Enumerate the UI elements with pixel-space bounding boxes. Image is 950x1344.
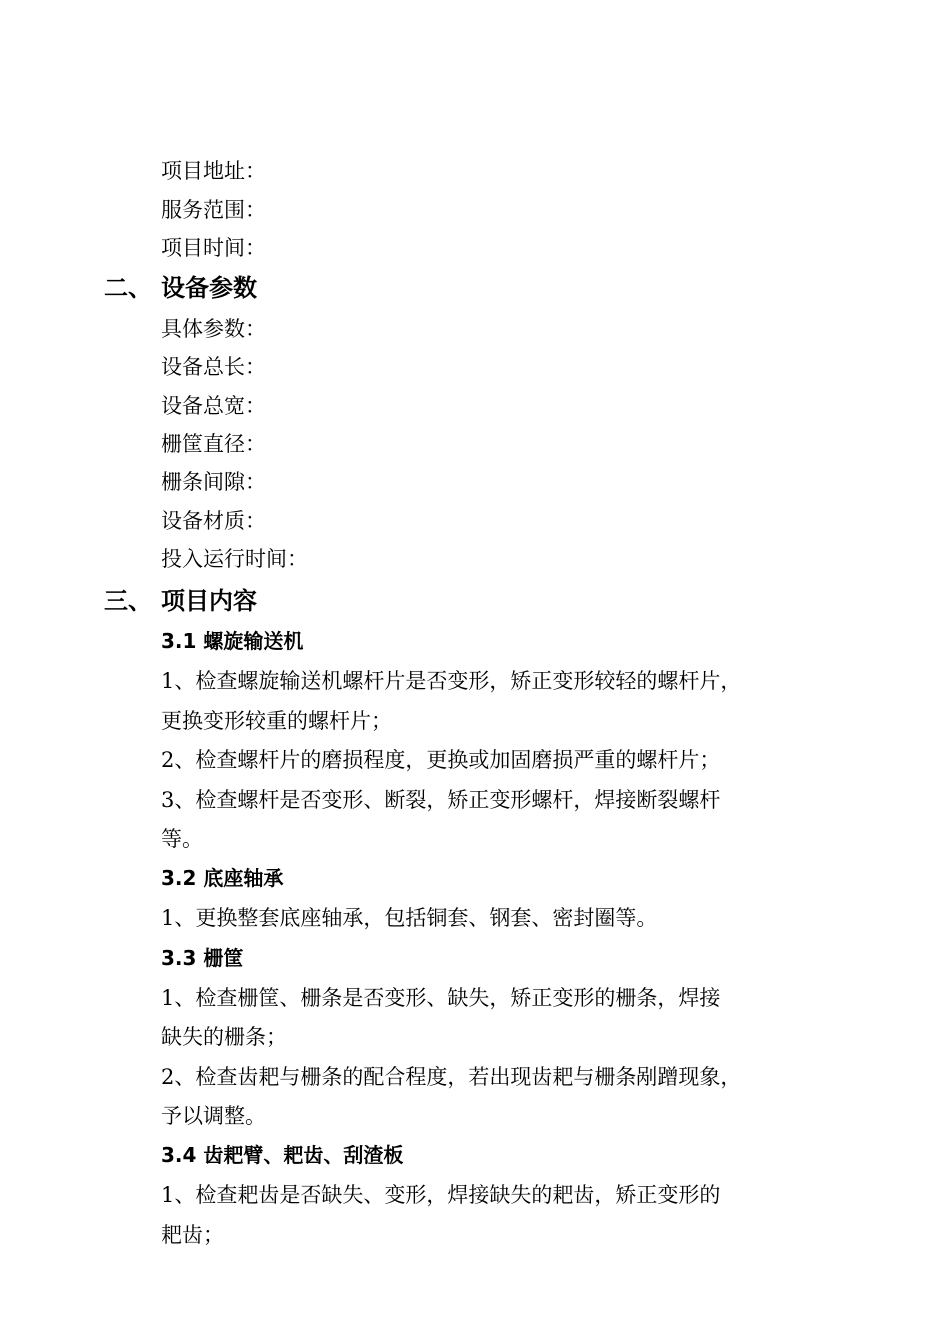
project-time-label: 项目时间：	[161, 236, 266, 260]
section-3-title: 项目内容	[161, 587, 257, 615]
body-line: 1、更换整套底座轴承，包括铜套、钢套、密封圈等。	[161, 906, 658, 930]
subsection-3-4-title: 3.4 齿耙臂、耙齿、刮渣板	[161, 1143, 404, 1167]
section-2-title: 设备参数	[161, 274, 257, 302]
param-item: 设备总长：	[161, 355, 266, 379]
body-line: 缺失的栅条；	[161, 1025, 287, 1049]
section-3-number: 三、	[104, 587, 152, 615]
body-line: 耙齿；	[161, 1223, 224, 1247]
body-line: 2、检查螺杆片的磨损程度，更换或加固磨损严重的螺杆片；	[161, 748, 721, 772]
body-line: 3、检查螺杆是否变形、断裂，矫正变形螺杆，焊接断裂螺杆	[161, 788, 721, 812]
section-2-heading	[104, 274, 257, 302]
param-item: 栅筐直径：	[161, 432, 266, 456]
section-2-number: 二、	[104, 274, 152, 302]
service-scope-label: 服务范围：	[161, 198, 266, 222]
param-item: 具体参数：	[161, 317, 266, 341]
project-address-label: 项目地址：	[161, 159, 266, 183]
body-line: 更换变形较重的螺杆片；	[161, 709, 392, 733]
section-3-heading	[104, 587, 257, 615]
body-line: 1、检查螺旋输送机螺杆片是否变形，矫正变形较轻的螺杆片，	[161, 669, 742, 693]
body-line: 等。	[161, 827, 203, 851]
body-line: 2、检查齿耙与栅条的配合程度，若出现齿耙与栅条剐蹭现象，	[161, 1065, 742, 1089]
body-line: 1、检查栅筐、栅条是否变形、缺失，矫正变形的栅条，焊接	[161, 986, 721, 1010]
param-item: 设备材质：	[161, 509, 266, 533]
subsection-3-2-title: 3.2 底座轴承	[161, 866, 284, 890]
param-item: 投入运行时间：	[161, 547, 308, 571]
subsection-3-1-title: 3.1 螺旋输送机	[161, 629, 304, 653]
param-item: 设备总宽：	[161, 394, 266, 418]
subsection-3-3-title: 3.3 栅筐	[161, 946, 244, 970]
body-line: 1、检查耙齿是否缺失、变形，焊接缺失的耙齿，矫正变形的	[161, 1183, 721, 1207]
param-item: 栅条间隙：	[161, 470, 266, 494]
body-line: 予以调整。	[161, 1104, 266, 1128]
